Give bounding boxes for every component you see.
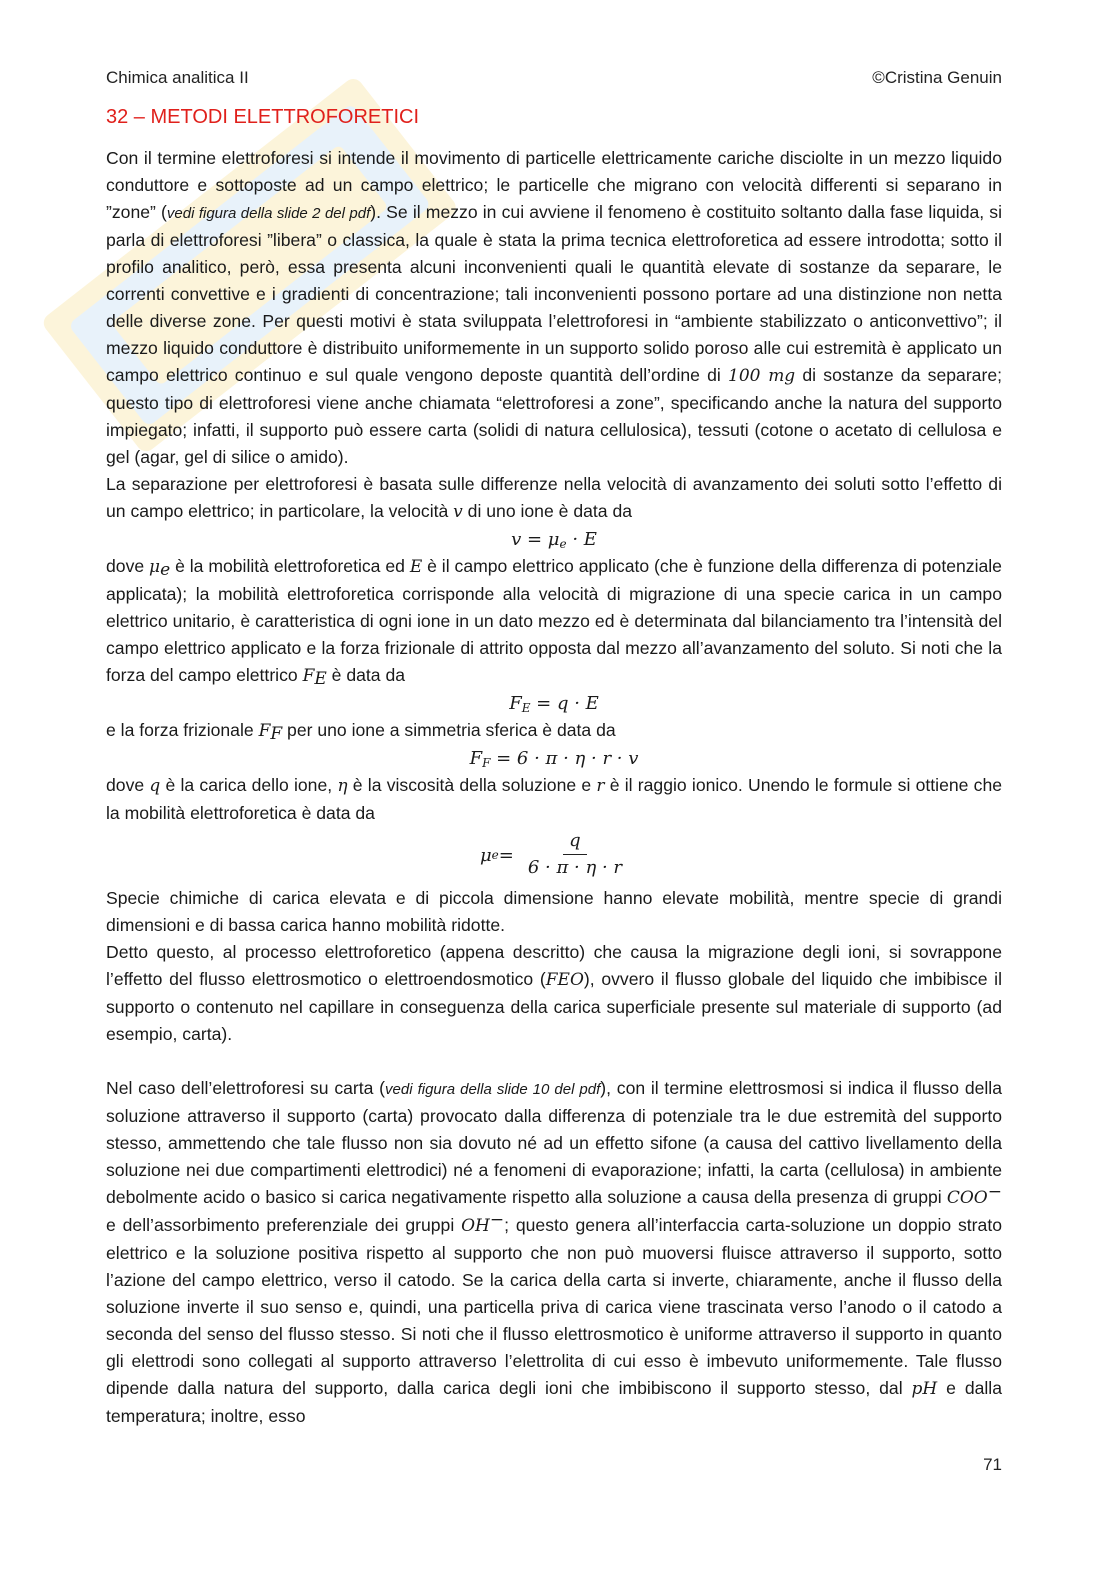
math-v: v xyxy=(453,502,463,522)
text: Con il termine elettroforesi si intende il movimento di particelle elettricamente cariche disciolte in un mezzo liquido conduttore e sottoposte ad un campo elettrico; le particelle che migrano con velocità differenti si separano in ”zone” ( xyxy=(106,148,1002,222)
text: La separazione per elettroforesi è basata sulle differenze nella velocità di avanzamento dei soluti sotto l’effetto di un campo elettrico; in particolare, la velocità xyxy=(106,474,1002,521)
math-F: F xyxy=(302,666,315,686)
text: di uno ione è data da xyxy=(462,501,633,521)
figure-reference: vedi figura della slide 10 del pdf xyxy=(385,1081,601,1098)
math-sub: F xyxy=(270,724,283,744)
eq-rhs: · E xyxy=(566,529,597,550)
paragraph-gap xyxy=(106,1048,1002,1075)
text: Detto questo, al processo elettroforetico (appena descritto) che causa la migrazione degli ioni, si sovrappone l’effetto del flusso elettrosmotico o elettroendosmotico ( xyxy=(106,942,1002,989)
equation-velocity xyxy=(106,526,1002,553)
text: ), con il termine elettrosmosi si indica il flusso della soluzione attraverso il supporto (carta) provocato dalla differenza di potenziale tra le due estremità del supporto stesso, ammettendo che tale flusso non sia dovuto né ad un effetto sifone (a causa del cattivo livellamento della soluzione nei due compartimenti elettrodici) né a fenomeni di evaporazione; infatti, la carta (cellulosa) in ambiente debolmente acido o basico si carica negativamente rispetto alla soluzione a causa della presenza di gruppi xyxy=(106,1078,1002,1207)
math-quantity: 100 mg xyxy=(728,366,796,386)
math-sup: − xyxy=(489,1210,505,1230)
page-number: 71 xyxy=(983,1455,1002,1474)
math-r: r xyxy=(596,776,605,796)
math-coo: COO xyxy=(946,1188,988,1208)
text: di sostanze da separare; questo tipo di elettroforesi viene anche chiamata “elettroforesi a zone”, specificando anche la natura del supporto impiegato; infatti, il supporto può essere carta (solidi di natura cellulosica), tessuti (cotone o acetato di cellulosa e gel (agar, gel di silice o amido). xyxy=(106,365,1002,467)
math-feo: FEO xyxy=(545,970,584,990)
text: Nel caso dell’elettroforesi su carta ( xyxy=(106,1078,386,1098)
math-mu: μ xyxy=(149,557,161,577)
paragraph-paper-electrophoresis xyxy=(106,1075,1002,1430)
text: ), ovvero il flusso globale del liquido che imbibisce il supporto o contenuto nel capillare in conseguenza della carica superficiale presente sul materiale di supporto (ad esempio, carta). xyxy=(106,969,1002,1044)
text: è data da xyxy=(326,665,406,685)
text: ; questo genera all’interfaccia carta-soluzione un doppio strato elettrico e la soluzione positiva rispetto al supporto che non può muoversi fluisce attraverso il supporto, sotto l’azione del campo elettrico, verso il catodo. Se la carica della carta si inverte, chiaramente, anche il flusso della soluzione inverte il suo senso e, quindi, una particella priva di carica viene trascinata verso l’anodo o il catodo a seconda del senso del flusso stesso. Si noti che il flusso elettrosmotico è uniforme attraverso il supporto in quanto gli elettrodi sono collegati al supporto attraverso l’elettrolita di cui esso è imbevuto uniformemente. Tale flusso dipende dalla natura del supporto, dalla carica degli ioni che imbibiscono il supporto stesso, dal xyxy=(106,1215,1002,1398)
equation-friction-force xyxy=(106,745,1002,772)
paragraph-charge xyxy=(106,772,1002,827)
eq-sub: F xyxy=(482,756,491,770)
math-sub: e xyxy=(160,560,171,580)
eq-rhs: = 6 · π · η · r · v xyxy=(490,748,639,769)
text: è il raggio ionico. Unendo le formule si ottiene che la mobilità elettroforetica è data da xyxy=(106,775,1003,823)
header-course: Chimica analitica II xyxy=(106,68,249,87)
text: dove xyxy=(106,775,150,795)
math-F: F xyxy=(258,721,271,741)
math-ph: pH xyxy=(911,1379,938,1399)
math-eta: η xyxy=(337,776,348,796)
header-author: ©Cristina Genuin xyxy=(872,68,1002,87)
eq-rhs: = q · E xyxy=(530,693,599,714)
paragraph-eof xyxy=(106,939,1002,1048)
text: è la mobilità elettroforetica ed xyxy=(170,556,410,576)
text: e dalla temperatura; inoltre, esso xyxy=(106,1378,1003,1426)
text: è il campo elettrico applicato (che è funzione della differenza di potenziale applicata); la mobilità elettroforetica corrisponde alla velocità di migrazione di una specie carica in un campo elettrico unitario, è caratteristica di ogni ione in un dato mezzo ed è determinata dal bilanciamento tra l’intensità del campo elettrico applicato e la forza frizionale di attrito opposta dal mezzo all’avanzamento del soluto. Si noti che la forza del campo elettrico xyxy=(106,556,1002,685)
eq-lhs: v = μ xyxy=(511,529,560,550)
math-E: E xyxy=(409,557,423,577)
fraction-denominator: 6 · π · η · r xyxy=(527,857,623,878)
text: e la forza frizionale xyxy=(106,720,259,740)
eq-lhs: F xyxy=(469,748,483,769)
paragraph-separation xyxy=(106,471,1002,526)
fraction xyxy=(522,829,628,881)
text: è la viscosità della soluzione e xyxy=(347,775,597,795)
paragraph-intro xyxy=(106,145,1002,471)
text: dove xyxy=(106,556,150,576)
text: per uno ione a simmetria sferica è data da xyxy=(282,720,616,740)
math-sup: − xyxy=(987,1182,1002,1202)
text: e dell’assorbimento preferenziale dei gruppi xyxy=(106,1215,462,1235)
paragraph-species: Specie chimiche di carica elevata e di piccola dimensione hanno elevate mobilità, mentre specie di grandi dimensioni e di bassa carica hanno mobilità ridotte. xyxy=(106,888,1002,935)
paragraph-friction xyxy=(106,717,1002,745)
eq-sub: e xyxy=(559,537,567,551)
eq-lhs: F xyxy=(509,693,522,714)
section-title: 32 – METODI ELETTROFORETICI xyxy=(106,106,420,128)
figure-reference: vedi figura della slide 2 del pdf xyxy=(166,205,371,222)
math-q: q xyxy=(149,776,161,796)
equation-mobility-fraction: μ e = $\frac{q}{6 \cdot \pi \cdot \eta \cdot r}$ xyxy=(106,829,1002,881)
eq-sub: E xyxy=(521,701,531,715)
eq-lhs: μ xyxy=(479,844,492,866)
text: ). Se il mezzo in cui avviene il fenomeno è costituito soltanto dalla fase liquida, si parla di elettroforesi ”libera” o classica, la quale è stata la prima tecnica elettroforetica ad essere introdotta; sotto il profilo analitico, però, essa presenta alcuni inconvenienti quali le quantità elevate di sostanze da separare, le correnti convettive e i gradienti di concentrazione; tali inconvenienti possono portare ad una distinzione non netta delle diverse zone. Per questi motivi è stata sviluppata l’elettroforesi in “ambiente stabilizzato o anticonvettivo”; il mezzo liquido conduttore è distribuito uniformemente in un supporto solido poroso alle cui estremità è applicato un campo elettrico continuo e sul quale vengono deposte quantità dell’ordine di xyxy=(106,202,1003,385)
math-oh: OH xyxy=(461,1216,490,1236)
text: è la carica dello ione, xyxy=(160,775,338,795)
fraction-numerator: q xyxy=(563,829,587,855)
paragraph-mobility xyxy=(106,553,1002,690)
math-sub: E xyxy=(314,669,327,689)
equation-electric-force xyxy=(106,690,1002,717)
document-body xyxy=(106,145,1002,1430)
eq-equals: = xyxy=(498,844,514,866)
